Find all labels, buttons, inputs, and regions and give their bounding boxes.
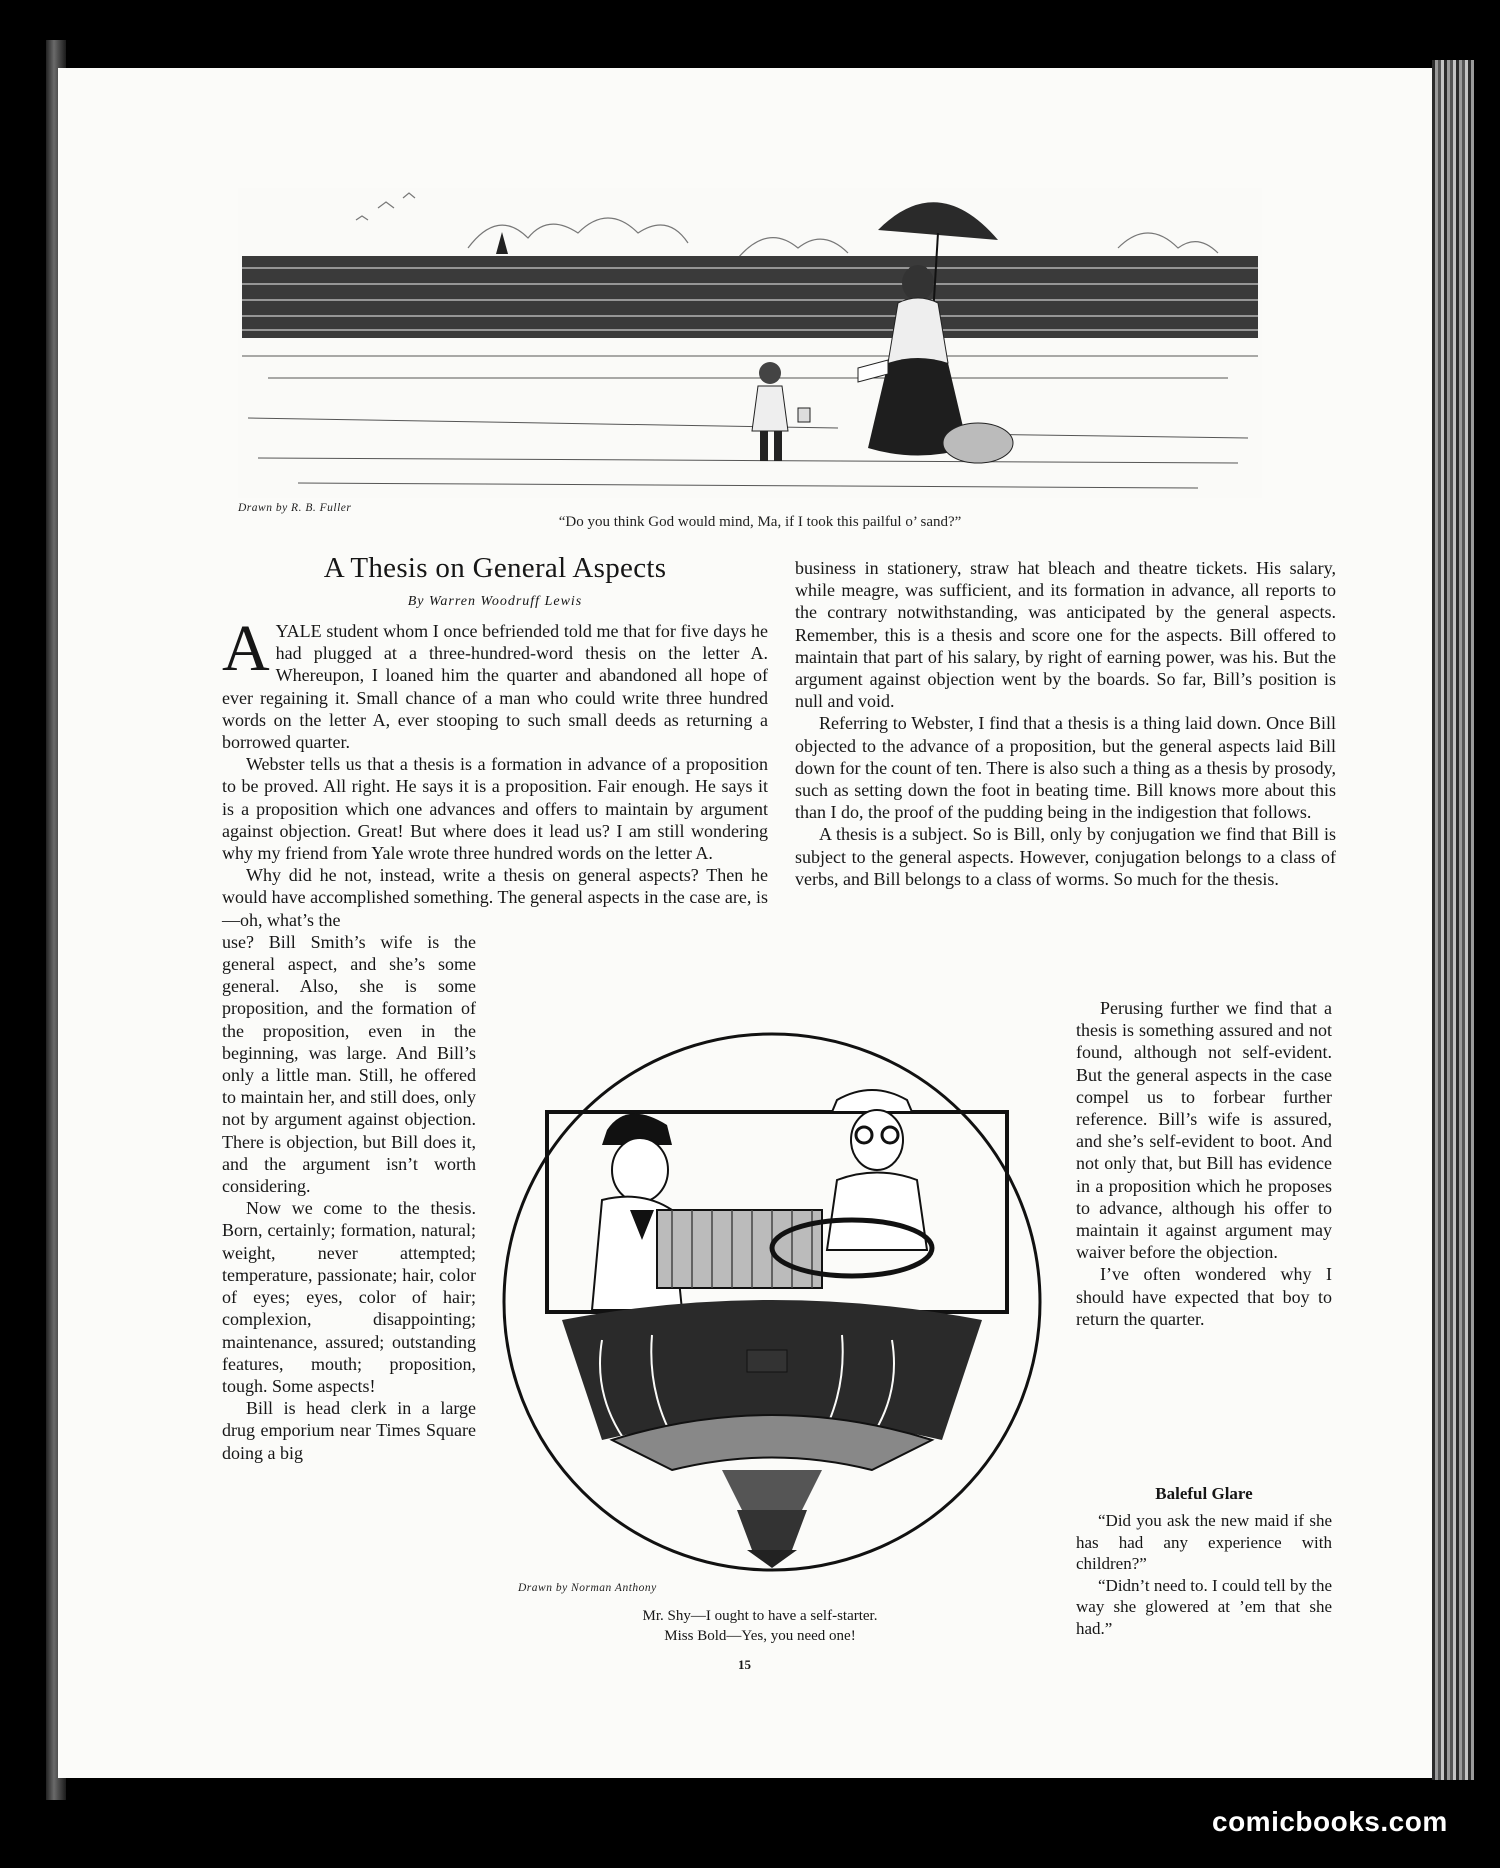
drop-cap: A [222,612,270,685]
dialog-line-miss-bold: Miss Bold—Yes, you need one! [664,1628,856,1644]
article-paragraph: Bill is head clerk in a large drug emporium near Times Square doing a big [222,1398,476,1463]
beach-drawing [238,188,1262,498]
top-illustration-credit: Drawn by R. B. Fuller [238,502,352,514]
site-watermark: comicbooks.com [1212,1806,1448,1837]
dialog-line-mr-shy: Mr. Shy—I ought to have a self-starter. [642,1608,878,1624]
article-paragraph: Referring to Webster, I find that a thesis is a thing laid down. Once Bill objected to the advance of a proposition, but the general aspects laid Bill down for the count of ten. There is also such a thing as a thesis by prosody, such as setting down the foot in beating time. Bill knows more about this than I do, the proof of the pudding being in the indigestion that follows. [795,713,1336,823]
article-paragraph: Perusing further we find that a thesis is something assured and not found, although not self-evident. But the general aspects in the case compel us to forbear further reference. Bill’s wife is assured, and she’s self-evident to boot. And not only that, but Bill has evidence in a proposition which he proposes to advance, although his offer to maintain it against argument may waiver before the objection. [1076,998,1332,1263]
page-number: 15 [738,1657,751,1672]
article-paragraph: AYALE student whom I once befriended told me that for five days he had plugged at a three-hundred-word thesis on the letter A. Whereupon, I loaned him the quarter and abandoned all hope of ever regaining it. Small chance of a man who could write three hundred words on the letter A, ever stooping to such small deeds as returning a borrowed quarter. [222,612,768,753]
joke-line: “Did you ask the new maid if she has had any experience with children?” [1076,1511,1332,1573]
joke-body [1076,1510,1332,1639]
article-column-3 [1076,997,1332,1330]
article-paragraph: I’ve often wondered why I should have expected that boy to return the quarter. [1076,1264,1332,1329]
joke-line: “Didn’t need to. I could tell by the way she glowered at ’em that she had.” [1076,1575,1332,1638]
article-paragraph: Now we come to the thesis. Born, certainly; formation, natural; weight, never attempted; temperature, passionate; hair, color of eyes; eyes, color of hair; complexion, disappointing; maintenance, assured; outstanding features, mouth; proposition, tough. Some aspects! [222,1198,476,1396]
page-edge-stack [1432,60,1474,1780]
article-byline: By Warren Woodruff Lewis [407,594,583,609]
car-illustration [492,1020,1052,1585]
car-drawing [492,1020,1052,1585]
article-column-2 [795,557,1336,890]
article-column-1 [222,612,768,1464]
article-paragraph: use? Bill Smith’s wife is the general aspect, and she’s some general. Also, she is some proposition, and the formation of the proposition, even in the beginning, was large. And Bill’s only a little man. Still, he offered to maintain her, and still does, only not by argument against objection. There is objection, but Bill does it, and the argument isn’t worth considering. [222,931,476,1197]
article-title: A Thesis on General Aspects [323,552,667,584]
beach-illustration [238,188,1262,498]
article-paragraph: Webster tells us that a thesis is a formation in advance of a proposition to be proved. All right. He says it is a proposition. Fair enough. He says it is a proposition which one advances and offers to maintain by argument against objection. Great! But where does it lead us? I am still wondering why my friend from Yale wrote three hundred words on the letter A. [222,754,768,864]
article-paragraph: Why did he not, instead, write a thesis on general aspects? Then he would have accomplished something. The general aspects in the case are, is—oh, what’s the [222,865,768,930]
article-paragraph: A thesis is a subject. So is Bill, only by conjugation we find that Bill is subject to the general aspects. However, conjugation belongs to a class of verbs, and Bill belongs to a class of worms. So much for the thesis. [795,824,1336,889]
top-illustration-caption: “Do you think God would mind, Ma, if I took this pailful o’ sand?” [558,514,962,530]
article-paragraph: business in stationery, straw hat bleach and theatre tickets. His salary, while meagre, was sufficient, and its formation in advance, all reports to the contrary notwithstanding, was anticipated by the general aspects. Remember, this is a thesis and score one for the aspects. Bill offered to maintain that part of his salary, by right of earning power, was his. But the argument against objection went by the boards. So far, Bill’s position is null and void. [795,558,1336,712]
car-illustration-credit: Drawn by Norman Anthony [518,1582,657,1594]
car-illustration-dialog [560,1606,960,1646]
joke-title: Baleful Glare [1155,1484,1253,1503]
